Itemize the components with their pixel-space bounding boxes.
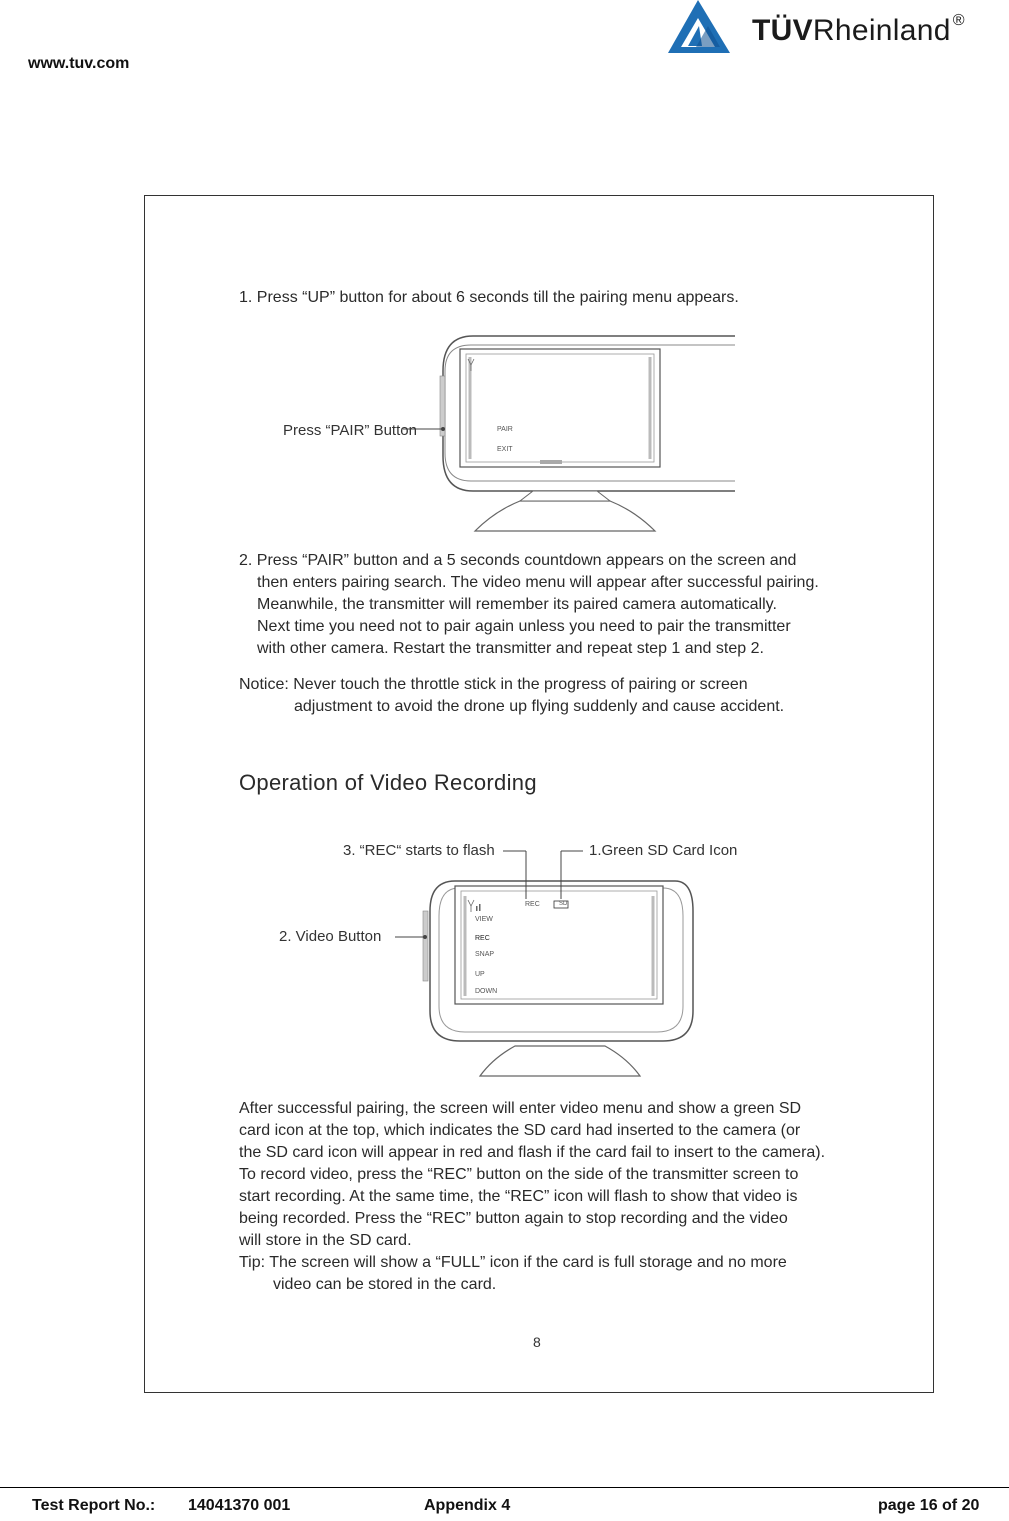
- manual-page: [144, 195, 934, 1393]
- header-url: www.tuv.com: [28, 55, 130, 72]
- sd-card-callout: 1.Green SD Card Icon: [589, 842, 738, 859]
- menu-snap-label: SNAP: [475, 951, 495, 958]
- rec-indicator-label: REC: [525, 901, 540, 908]
- page-indicator: page 16 of 20: [878, 1497, 980, 1514]
- step2-text: 2. Press “PAIR” button and a 5 seconds countdown appears on the screen and then enters pairing search. The video menu will appear after successful pairing. Meanwhile, the transmitter will remember its paired camera automatically. Next time you need not to pair again unless you need to pair the transmitter with other camera. Restart the transmitter and repeat step 1 and step 2.: [239, 552, 819, 657]
- pair-button-callout: Press “PAIR” Button: [283, 422, 417, 439]
- sd-card-icon: SD: [559, 901, 568, 907]
- rec-flash-callout: 3. “REC“ starts to flash: [343, 842, 495, 859]
- report-label: Test Report No.:: [32, 1497, 156, 1514]
- menu-up-label: UP: [475, 971, 485, 978]
- tuv-logo-text: TÜVRheinland ®: [752, 12, 965, 47]
- menu-pair-label: PAIR: [497, 426, 513, 433]
- report-number: 14041370 001: [188, 1497, 291, 1514]
- menu-exit-label: EXIT: [497, 446, 513, 453]
- recording-instructions: After successful pairing, the screen will enter video menu and show a green SD card icon at the top, which indicates the SD card had inserted to the camera (or the SD card icon will appear in red and flash if the card fail to insert to the camera). To record video, press the “REC” button on the side of the transmitter screen to start recording. At the same time, the “REC” icon will flash to show that video is being recorded. Press the “REC” button again to stop recording and the video will store in the SD card. Tip: The screen will show a “FULL” icon if the card is full storage and no more video can be stored in the card.: [239, 1100, 826, 1293]
- video-button-callout: 2. Video Button: [279, 928, 382, 945]
- menu-down-label: DOWN: [475, 988, 498, 995]
- step1-text: 1. Press “UP” button for about 6 seconds till the pairing menu appears.: [239, 289, 739, 306]
- notice-text: Notice: Never touch the throttle stick in the progress of pairing or screen adjustment to avoid the drone up flying suddenly and cause accident.: [239, 676, 785, 715]
- manual-page-number: 8: [533, 1334, 541, 1350]
- appendix-label: Appendix 4: [424, 1497, 511, 1514]
- footer-divider: [0, 1487, 1009, 1488]
- menu-rec-label: REC: [475, 935, 490, 942]
- monitor-recording-illustration: [395, 836, 725, 1086]
- menu-view-label: VIEW: [475, 916, 493, 923]
- video-recording-heading: Operation of Video Recording: [239, 770, 537, 795]
